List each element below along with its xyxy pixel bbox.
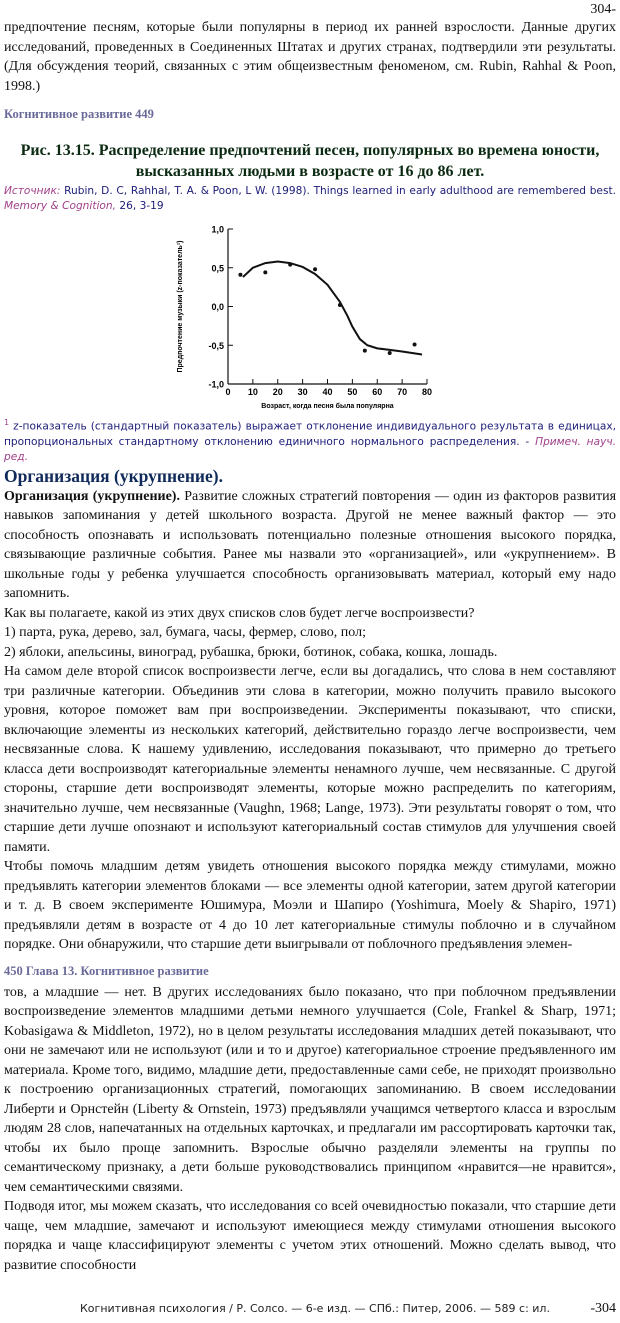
data-point	[238, 273, 242, 277]
x-tick-label: 40	[322, 387, 333, 397]
figure-title-line-2: высказанных людьми в возрасте от 16 до 86 лет.	[135, 163, 485, 180]
paragraph-organization	[4, 487, 616, 604]
running-head-2: 450 Глава 13. Когнитивное развитие	[4, 963, 209, 978]
x-tick-label: 60	[372, 387, 383, 397]
x-tick-label: 0	[225, 387, 231, 397]
data-point	[388, 351, 392, 355]
figure-title-line-1: Рис. 13.15. Распределение предпочтений песен, популярных во времена юности,	[20, 142, 600, 159]
figure-title	[4, 140, 616, 182]
y-tick-label: 0,5	[211, 263, 224, 274]
chart-container	[4, 217, 616, 413]
song-preference-chart	[166, 217, 436, 413]
section-heading: Организация (укрупнение).	[4, 465, 223, 486]
x-axis-label: Возраст, когда песня была популярна	[261, 403, 394, 410]
paragraph-categories: На самом деле второй список воспроизвести легче, если вы догадались, что слова в нем составляют три различные категории. Объединив эти слова в категории, можно получить правило высокого уровня, которое поможет вам при воспроизведении. Эксперименты показывают, что списки, включающие элементы из нескольких категорий, действительно гораздо легче воспроизвести, чем несвязанные слова. К нашему удивлению, исследования показывают, что примерно до третьего класса дети воспроизводят категориальные элементы ненамного лучше, чем несвязанные. С другой стороны, старшие дети воспроизводят элементы, которые можно распределить по категориям, значительно лучше, чем несвязанные (Vaughn, 1968; Lange, 1973). Эти результаты говорят о том, что старшие дети лучше опознают и используют категориальный состав стимулов для улучшения своей памяти.	[4, 664, 616, 855]
page-footer	[4, 1301, 616, 1317]
footnote-note: Примеч. науч. ред.	[4, 435, 616, 463]
paragraph-continued: тов, а младшие — нет. В других исследованиях было показано, что при поблочном предъявлении воспроизведение элементов младшими детьми немного улучшается (Cole, Frankel & Sharp, 1971; Kobasigawa & Middleton, 1972), но в целом результаты исследования младших детей показывают, что они не замечают или не используют (или и то и другое) категориальное строение предъявленного им материала. Кроме того, видимо, младшие дети, предоставленные сами себе, не приходят произвольно к построению организационных стратегий, помогающих запоминанию. В своем исследовании Либерти и Орнстейн (Liberty & Ornstein, 1973) предъявляли учащимся четвертого класса и взрослым людям 28 слов, напечатанных на отдельных карточках, и предлагали им рассортировать карточки так, чтобы их было проще запомнить. Взрослые обычно разделяли элементы на группы по семантическому признаку, а дети больше руководствовались принципом «нравится—не нравится», чем семантическими связями.	[4, 984, 616, 1195]
body-section-1	[4, 487, 616, 955]
figure-source	[4, 184, 616, 213]
paragraph-lead: Организация (укрупнение).	[4, 488, 180, 504]
data-point	[363, 349, 367, 353]
data-point	[263, 270, 267, 274]
footnote-mark: 1	[4, 418, 10, 427]
y-tick-label: -1,0	[208, 379, 224, 390]
y-axis-label: Предпочтение музыки (z-показатель¹)	[177, 240, 184, 373]
x-tick-label: 30	[297, 387, 308, 397]
x-tick-label: 80	[421, 387, 433, 397]
footnote-text: z-показатель (стандартный показатель) выражает отклонение индивидуального результата в единицах, пропорциональных стандартному отклонению единичного нормального распределения. -	[4, 420, 616, 448]
x-tick-label: 20	[272, 387, 283, 397]
paragraph-summary: Подводя итог, мы можем сказать, что исследования со всей очевидностью показали, что старшие дети чаще, чем младшие, замечают и используют имеющиеся между стимулами отношения высокого порядка и чаще классифицируют элементы с учетом этих отношений. Можно сделать вывод, что развитие способности	[4, 1199, 616, 1273]
intro-paragraph: предпочтение песням, которые были популярны в период их ранней взрослости. Данные других исследований, проведенных в Соединенных Штатах и других странах, подтвердили эти результаты. (Для обсуждения теорий, связанных с этим общеизвестным феноменом, см. Rubin, Rahhal & Poon, 1998.)	[4, 20, 616, 94]
source-journal: Memory & Cognition,	[4, 199, 116, 212]
x-tick-label: 50	[347, 387, 358, 397]
paragraph-blocks: Чтобы помочь младшим детям увидеть отношения высокого порядка между стимулами, можно предъявлять категории элементов блоками — все элементы одной категории, затем другой категории и т. д. В своем эксперименте Юшимура, Моэли и Шапиро (Yoshimura, Moely & Shapiro, 1971) предъявляли детям в возрасте от 4 до 10 лет категориальные стимулы поблочно и в случайном порядке. Они обнаружили, что старшие дети выигрывали от поблочного предъявления элемен-	[4, 859, 616, 953]
source-text: Rubin, D. C, Rahhal, T. A. & Poon, L W. (1998). Things learned in early adulthood are remembered best.	[60, 185, 616, 197]
y-tick-label: 0,0	[211, 302, 224, 312]
footnote	[4, 415, 616, 465]
running-head: Когнитивное развитие 449	[4, 107, 154, 121]
question: Как вы полагаете, какой из этих двух списков слов будет легче воспроизвести?	[4, 605, 475, 621]
page-number-top: 304-	[590, 2, 616, 17]
data-point	[313, 267, 317, 271]
source-label: Источник:	[4, 185, 61, 197]
word-list-2: 2) яблоки, апельсины, виноград, рубашка, брюки, ботинок, собака, кошка, лошадь.	[4, 644, 498, 660]
word-list-1: 1) парта, рука, дерево, зал, бумага, часы, фермер, слово, пол;	[4, 625, 366, 641]
body-section-2	[4, 983, 616, 1276]
paragraph-text: Развитие сложных стратегий повторения — один из факторов развития навыков запоминания у детей школьного возраста. Другой не менее важный фактор — это способность опознавать и использовать потенциально полезные отношения высокого порядка, связывающие различные события. Ранее мы назвали это «организацией», или «укрупнением». В школьные годы у ребенка улучшается способность организовывать материал, который ему надо запомнить.	[4, 488, 617, 602]
x-tick-label: 10	[247, 387, 258, 397]
y-tick-label: 1,0	[211, 224, 224, 235]
page-number-bottom: -304	[590, 1301, 616, 1317]
y-tick-label: -0,5	[208, 340, 224, 351]
source-tail: 26, 3-19	[116, 199, 164, 212]
footer-citation: Когнитивная психология / Р. Солсо. — 6-е изд. — СПб.: Питер, 2006. — 589 с: ил.	[80, 1302, 550, 1316]
data-point	[288, 263, 292, 267]
fit-curve	[243, 262, 422, 355]
data-point	[338, 303, 342, 307]
data-point	[413, 342, 417, 346]
x-tick-label: 70	[397, 387, 408, 397]
